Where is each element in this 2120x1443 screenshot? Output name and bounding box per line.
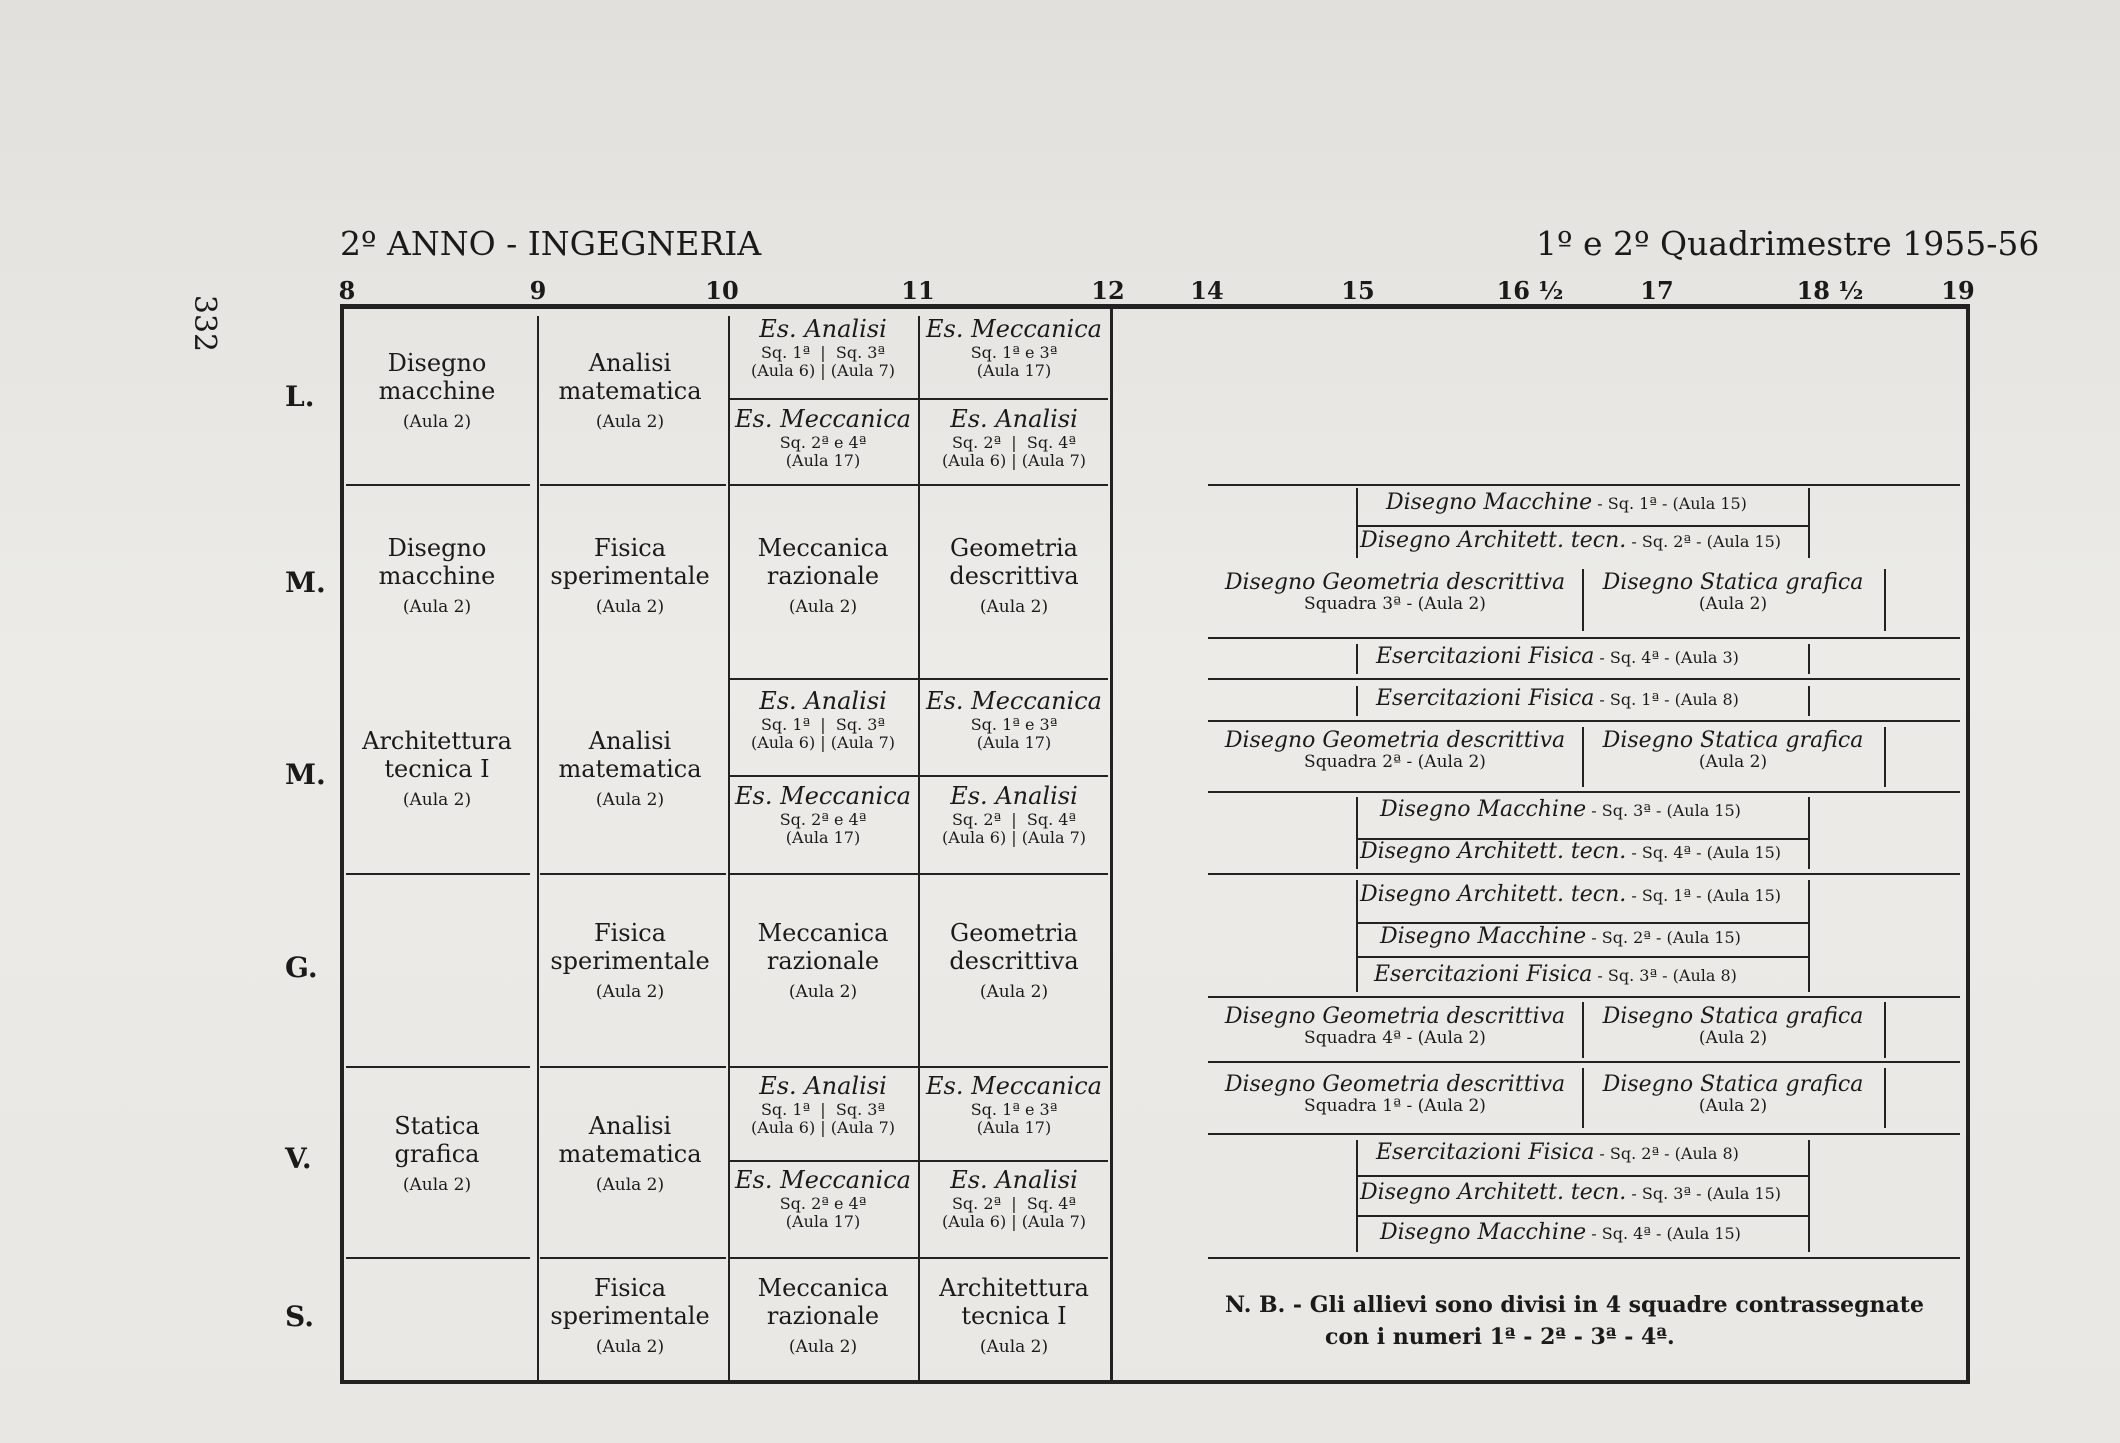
row-divider (730, 873, 1108, 875)
course-cell: Analisi matematica (Aula 2) (558, 727, 702, 811)
hour-label: 17 (1640, 276, 1674, 305)
row-divider (1208, 720, 1960, 722)
hour-label: 18 ½ (1796, 276, 1864, 305)
row-divider (1356, 525, 1808, 527)
day-label: L. (285, 380, 315, 413)
course-cell: Meccanica razionale (Aula 2) (757, 919, 889, 1003)
row-divider (540, 1066, 726, 1068)
afternoon-lab: Disegno Architett. tecn. - Sq. 2ª - (Aula 15) (1360, 528, 1782, 553)
course-cell: Disegno macchine (Aula 2) (378, 534, 496, 618)
course-cell: Fisica sperimentale (Aula 2) (550, 534, 710, 618)
footnote: N. B. - Gli allievi sono divisi in 4 squadre contrassegnate con i numeri 1ª - 2ª - 3ª - 4ª. (1225, 1292, 1924, 1350)
col-divider (918, 316, 920, 1382)
exercise-cell: Es. Meccanica Sq. 1ª e 3ª (Aula 17) (926, 687, 1102, 752)
cell-border (1356, 797, 1358, 869)
cell-border (1884, 1068, 1886, 1128)
cell-border (1808, 880, 1810, 992)
afternoon-drawing: Disegno Statica grafica (Aula 2) (1602, 728, 1864, 773)
hour-label: 11 (901, 276, 935, 305)
row-divider (540, 484, 726, 486)
row-divider (540, 873, 726, 875)
afternoon-lab: Disegno Architett. tecn. - Sq. 4ª - (Aula 15) (1360, 839, 1782, 864)
exercise-cell: Es. Meccanica Sq. 2ª e 4ª (Aula 17) (735, 1166, 911, 1231)
course-cell: Statica grafica (Aula 2) (394, 1112, 480, 1196)
row-divider (730, 775, 1108, 777)
row-divider (1208, 1257, 1960, 1259)
row-divider (1208, 996, 1960, 998)
hour-label: 14 (1190, 276, 1224, 305)
afternoon-lab: Disegno Macchine - Sq. 3ª - (Aula 15) (1380, 797, 1741, 822)
exercise-cell: Es. Meccanica Sq. 1ª e 3ª (Aula 17) (926, 1072, 1102, 1137)
cell-border (1356, 686, 1358, 716)
exercise-cell: Es. Analisi Sq. 2ª | Sq. 4ª (Aula 6) | (Aula 7) (941, 405, 1087, 470)
row-divider (346, 1066, 530, 1068)
afternoon-drawing: Disegno Geometria descrittiva Squadra 1ª - (Aula 2) (1224, 1072, 1566, 1117)
hour-label: 16 ½ (1496, 276, 1564, 305)
cell-border (1808, 797, 1810, 869)
afternoon-lab: Esercitazioni Fisica - Sq. 2ª - (Aula 8) (1376, 1140, 1739, 1165)
row-divider (1208, 1061, 1960, 1063)
afternoon-lab: Esercitazioni Fisica - Sq. 1ª - (Aula 8) (1376, 686, 1739, 711)
cell-border (1582, 727, 1584, 787)
exercise-cell: Es. Analisi Sq. 1ª | Sq. 3ª (Aula 6) | (Aula 7) (750, 315, 896, 380)
cell-border (1808, 1140, 1810, 1252)
afternoon-drawing: Disegno Geometria descrittiva Squadra 4ª - (Aula 2) (1224, 1004, 1566, 1049)
afternoon-lab: Disegno Macchine - Sq. 2ª - (Aula 15) (1380, 924, 1741, 949)
afternoon-lab: Disegno Macchine - Sq. 4ª - (Aula 15) (1380, 1220, 1741, 1245)
cell-border (1356, 644, 1358, 674)
row-divider (346, 484, 530, 486)
course-cell: Fisica sperimentale (Aula 2) (550, 1274, 710, 1358)
course-cell: Geometria descrittiva (Aula 2) (949, 534, 1079, 618)
row-divider (346, 1257, 530, 1259)
course-cell: Geometria descrittiva (Aula 2) (949, 919, 1079, 1003)
cell-border (1808, 686, 1810, 716)
hour-label: 10 (705, 276, 739, 305)
row-divider (730, 678, 1108, 680)
cell-border (1808, 488, 1810, 558)
exercise-cell: Es. Meccanica Sq. 2ª e 4ª (Aula 17) (735, 782, 911, 847)
afternoon-drawing: Disegno Geometria descrittiva Squadra 2ª - (Aula 2) (1224, 728, 1566, 773)
day-label: G. (285, 951, 318, 984)
exercise-cell: Es. Analisi Sq. 2ª | Sq. 4ª (Aula 6) | (Aula 7) (941, 1166, 1087, 1231)
cell-border (1808, 644, 1810, 674)
cell-border (1356, 1140, 1358, 1252)
hour-label: 12 (1091, 276, 1125, 305)
exercise-cell: Es. Analisi Sq. 2ª | Sq. 4ª (Aula 6) | (Aula 7) (941, 782, 1087, 847)
row-divider (1208, 791, 1960, 793)
afternoon-lab: Esercitazioni Fisica - Sq. 4ª - (Aula 3) (1376, 644, 1739, 669)
row-divider (730, 1066, 1108, 1068)
cell-border (1356, 880, 1358, 992)
exercise-cell: Es. Analisi Sq. 1ª | Sq. 3ª (Aula 6) | (Aula 7) (750, 687, 896, 752)
header-period: 1º e 2º Quadrimestre 1955-56 (1536, 224, 2040, 263)
top-rule (340, 304, 1970, 307)
row-divider (1356, 1175, 1808, 1177)
row-divider (1356, 1215, 1808, 1217)
afternoon-lab: Disegno Architett. tecn. - Sq. 1ª - (Aula 15) (1360, 882, 1782, 907)
row-divider (730, 1160, 1108, 1162)
exercise-cell: Es. Meccanica Sq. 2ª e 4ª (Aula 17) (735, 405, 911, 470)
course-cell: Analisi matematica (Aula 2) (558, 349, 702, 433)
afternoon-lab: Disegno Architett. tecn. - Sq. 3ª - (Aula 15) (1360, 1180, 1782, 1205)
afternoon-lab: Esercitazioni Fisica - Sq. 3ª - (Aula 8) (1374, 962, 1737, 987)
course-cell: Disegno macchine (Aula 2) (378, 349, 496, 433)
course-cell: Analisi matematica (Aula 2) (558, 1112, 702, 1196)
hour-label: 19 (1941, 276, 1975, 305)
cell-border (1356, 488, 1358, 558)
col-divider (728, 316, 730, 1382)
afternoon-drawing: Disegno Geometria descrittiva Squadra 3ª - (Aula 2) (1224, 570, 1566, 615)
afternoon-lab: Disegno Macchine - Sq. 1ª - (Aula 15) (1386, 490, 1747, 515)
cell-border (1582, 1068, 1584, 1128)
row-divider (730, 398, 1108, 400)
hour-label: 8 (338, 276, 356, 305)
day-label: M. (285, 758, 326, 791)
cell-border (1884, 727, 1886, 787)
course-cell: Meccanica razionale (Aula 2) (757, 1274, 889, 1358)
row-divider (540, 1257, 726, 1259)
row-divider (1208, 484, 1960, 486)
exercise-cell: Es. Analisi Sq. 1ª | Sq. 3ª (Aula 6) | (Aula 7) (750, 1072, 896, 1137)
course-cell: Architettura tecnica I (Aula 2) (362, 727, 512, 811)
col-divider (537, 316, 539, 1382)
course-cell: Architettura tecnica I (Aula 2) (939, 1274, 1089, 1358)
cell-border (1884, 1002, 1886, 1058)
afternoon-drawing: Disegno Statica grafica (Aula 2) (1602, 1072, 1864, 1117)
afternoon-drawing: Disegno Statica grafica (Aula 2) (1602, 570, 1864, 615)
row-divider (730, 1257, 1108, 1259)
row-divider (1208, 873, 1960, 875)
day-label: S. (285, 1300, 314, 1333)
cell-border (1582, 569, 1584, 631)
day-label: M. (285, 566, 326, 599)
col-divider (1110, 306, 1113, 1384)
header-title: 2º ANNO - INGEGNERIA (340, 224, 762, 263)
page-number: 332 (187, 294, 223, 353)
hour-label: 9 (529, 276, 547, 305)
row-divider (1356, 956, 1808, 958)
cell-border (1582, 1002, 1584, 1058)
row-divider (1208, 1133, 1960, 1135)
hour-label: 15 (1341, 276, 1375, 305)
row-divider (1208, 637, 1960, 639)
day-label: V. (285, 1142, 312, 1175)
afternoon-drawing: Disegno Statica grafica (Aula 2) (1602, 1004, 1864, 1049)
exercise-cell: Es. Meccanica Sq. 1ª e 3ª (Aula 17) (926, 315, 1102, 380)
course-cell: Fisica sperimentale (Aula 2) (550, 919, 710, 1003)
row-divider (730, 484, 1108, 486)
row-divider (346, 873, 530, 875)
cell-border (1884, 569, 1886, 631)
course-cell: Meccanica razionale (Aula 2) (757, 534, 889, 618)
row-divider (1208, 678, 1960, 680)
